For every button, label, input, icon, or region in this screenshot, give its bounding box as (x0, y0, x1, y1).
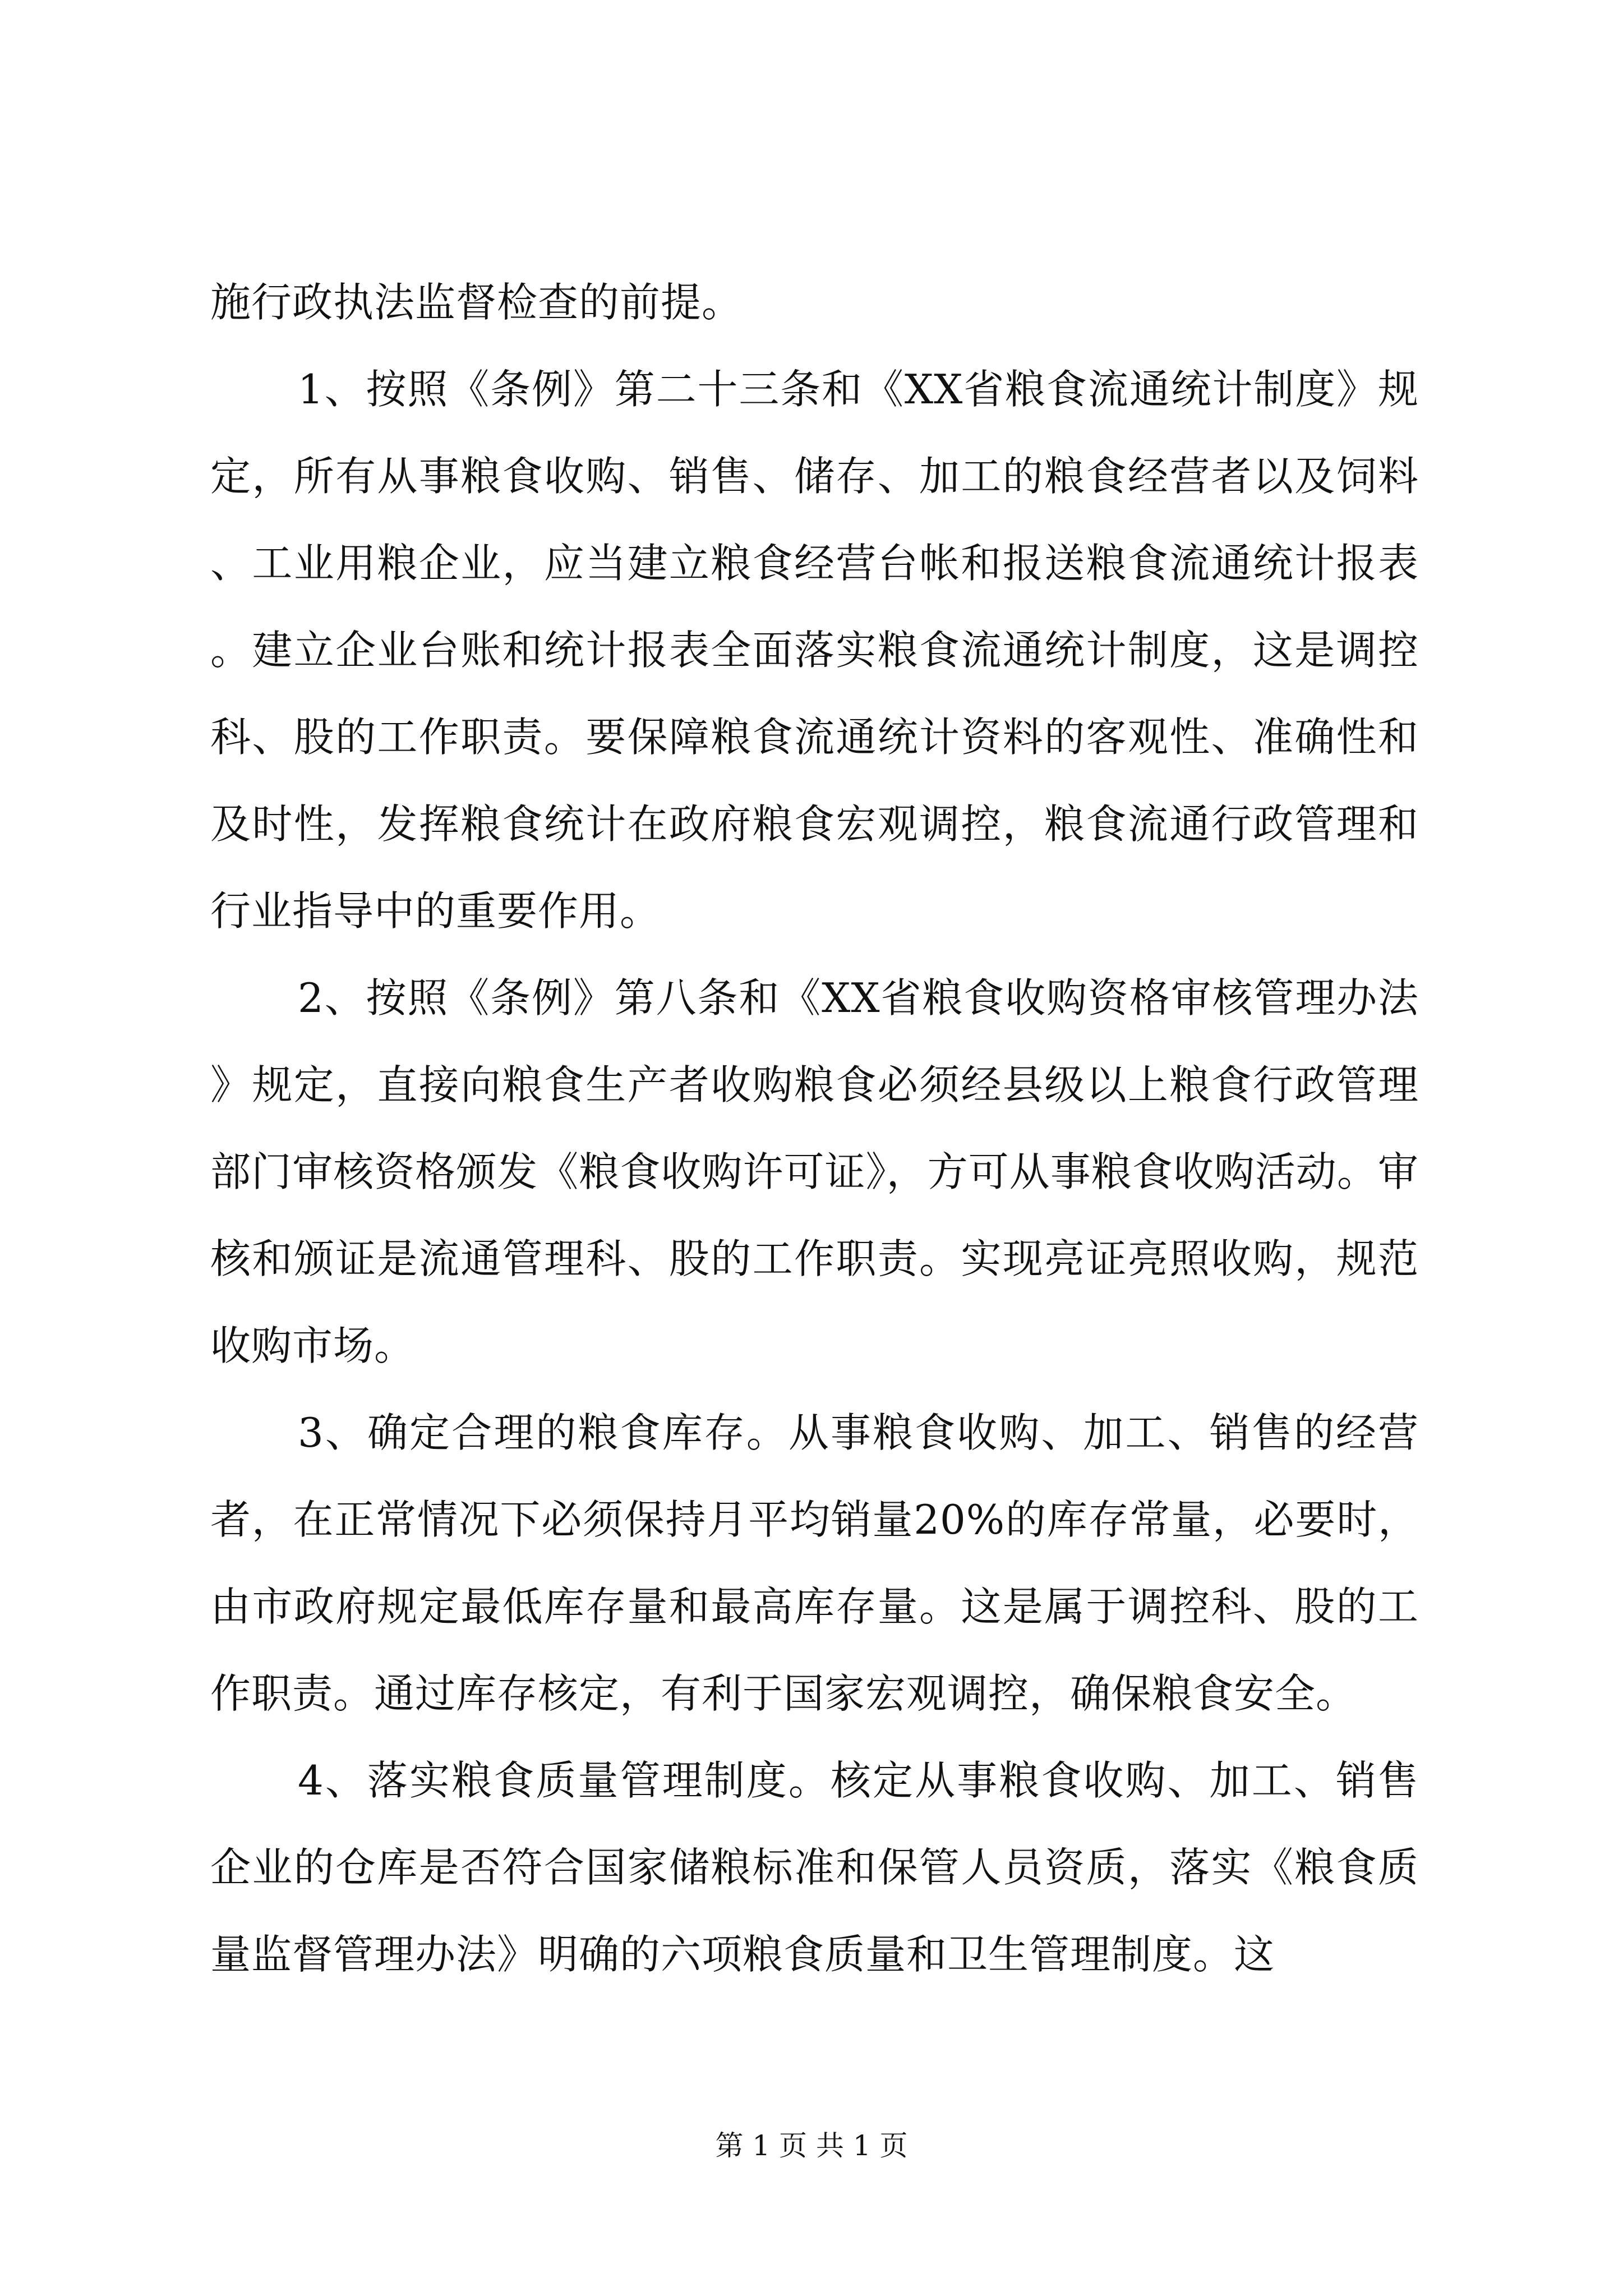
page-number-label: 第 1 页 共 1 页 (715, 2129, 908, 2162)
paragraph-continuation: 施行政执法监督检查的前提。 (210, 279, 743, 326)
paragraph-item-2: 2、按照《条例》第八条和《XX省粮食收购资格审核管理办法》规定，直接向粮食生产者收购粮食必须经县级以上粮食行政管理部门审核资格颁发《粮食收购许可证》，方可从事粮食收购活动。审核和颁证是流通管理科、股的工作职责。实现亮证亮照收购，规范收购市场。 (210, 974, 1419, 1369)
page-footer (0, 2126, 1623, 2165)
document-body (210, 259, 1419, 1998)
paragraph-item-3: 3、确定合理的粮食库存。从事粮食收购、加工、销售的经营者，在正常情况下必须保持月平均销量20%的库存常量，必要时，由市政府规定最低库存量和最高库存量。这是属于调控科、股的工作职责。通过库存核定，有利于国家宏观调控，确保粮食安全。 (210, 1409, 1419, 1717)
paragraph-item-1: 1、按照《条例》第二十三条和《XX省粮食流通统计制度》规定，所有从事粮食收购、销售、储存、加工的粮食经营者以及饲料、工业用粮企业，应当建立粮食经营台帐和报送粮食流通统计报表。建立企业台账和统计报表全面落实粮食流通统计制度，这是调控科、股的工作职责。要保障粮食流通统计资料的客观性、准确性和及时性，发挥粮食统计在政府粮食宏观调控，粮食流通行政管理和行业指导中的重要作用。 (210, 366, 1419, 935)
paragraph-item-4: 4、落实粮食质量管理制度。核定从事粮食收购、加工、销售企业的仓库是否符合国家储粮标准和保管人员资质，落实《粮食质量监督管理办法》明确的六项粮食质量和卫生管理制度。这 (210, 1757, 1419, 1978)
